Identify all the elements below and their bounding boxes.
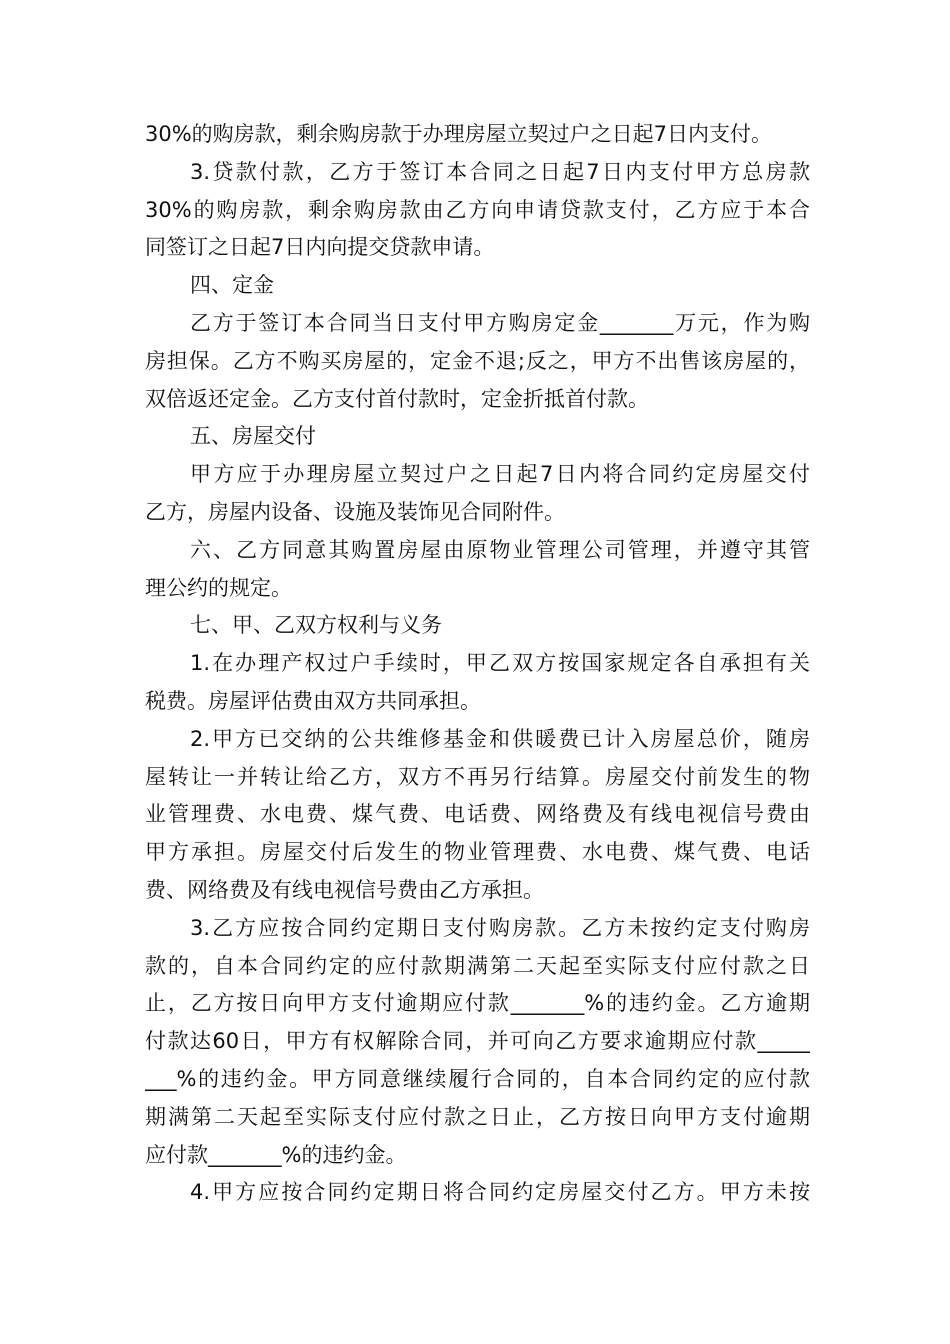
text-line: 3.贷款付款，乙方于签订本合同之日起7日内支付甲方总房款 — [190, 159, 810, 184]
section-heading: 五、房屋交付 — [190, 424, 316, 449]
text-line: 30%的购房款，剩余购房款于办理房屋立契过户之日起7日内支付。 — [145, 122, 773, 146]
section-heading: 四、定金 — [190, 273, 274, 298]
text-line: 4.甲方应按合同约定期日将合同约定房屋交付乙方。甲方未按 — [190, 1180, 810, 1205]
text-line: 甲方应于办理房屋立契过户之日起7日内将合同约定房屋交付 — [190, 462, 810, 487]
text-line: 2.甲方已交纳的公共维修基金和供暖费已计入房屋总价，随房 — [190, 726, 810, 751]
contract-body — [145, 116, 810, 1212]
text-line: 3.乙方应按合同约定期日支付购房款。乙方未按约定支付购房 — [190, 915, 810, 940]
text-line: 税费。房屋评估费由双方共同承担。 — [145, 688, 481, 713]
text-line: 屋转让一并转让给乙方，双方不再另行结算。房屋交付前发生的物 — [145, 764, 810, 789]
section-heading: 七、甲、乙双方权利与义务 — [190, 613, 442, 638]
text-line: ___%的违约金。甲方同意继续履行合同的，自本合同约定的应付款 — [145, 1066, 810, 1091]
text-line: 理公约的规定。 — [145, 575, 292, 600]
text-line: 同签订之日起7日内向提交贷款申请。 — [145, 235, 495, 260]
text-line: 应付款_______%的违约金。 — [145, 1142, 407, 1167]
text-line: 业管理费、水电费、煤气费、电话费、网络费及有线电视信号费由 — [145, 802, 810, 827]
text-line: 房担保。乙方不购买房屋的，定金不退;反之，甲方不出售该房屋的， — [145, 348, 810, 373]
text-line: 乙方于签订本合同当日支付甲方购房定金_______万元，作为购 — [190, 310, 810, 335]
text-line: 1.在办理产权过户手续时，甲乙双方按国家规定各自承担有关 — [190, 651, 810, 676]
text-line: 甲方承担。房屋交付后发生的物业管理费、水电费、煤气费、电话 — [145, 840, 810, 865]
text-line: 30%的购房款，剩余购房款由乙方向申请贷款支付，乙方应于本合 — [145, 197, 810, 222]
text-line: 乙方，房屋内设备、设施及装饰见合同附件。 — [145, 499, 565, 524]
text-line: 双倍返还定金。乙方支付首付款时，定金折抵首付款。 — [145, 386, 649, 411]
text-line: 期满第二天起至实际支付应付款之日止，乙方按日向甲方支付逾期 — [145, 1104, 810, 1129]
text-line: 止，乙方按日向甲方支付逾期应付款_______%的违约金。乙方逾期 — [145, 991, 810, 1016]
text-line: 付款达60日，甲方有权解除合同，并可向乙方要求逾期应付款_____ — [145, 1029, 810, 1054]
text-line: 费、网络费及有线电视信号费由乙方承担。 — [145, 877, 544, 902]
text-line: 六、乙方同意其购置房屋由原物业管理公司管理，并遵守其管 — [190, 537, 810, 562]
text-line: 款的，自本合同约定的应付款期满第二天起至实际支付应付款之日 — [145, 953, 810, 978]
